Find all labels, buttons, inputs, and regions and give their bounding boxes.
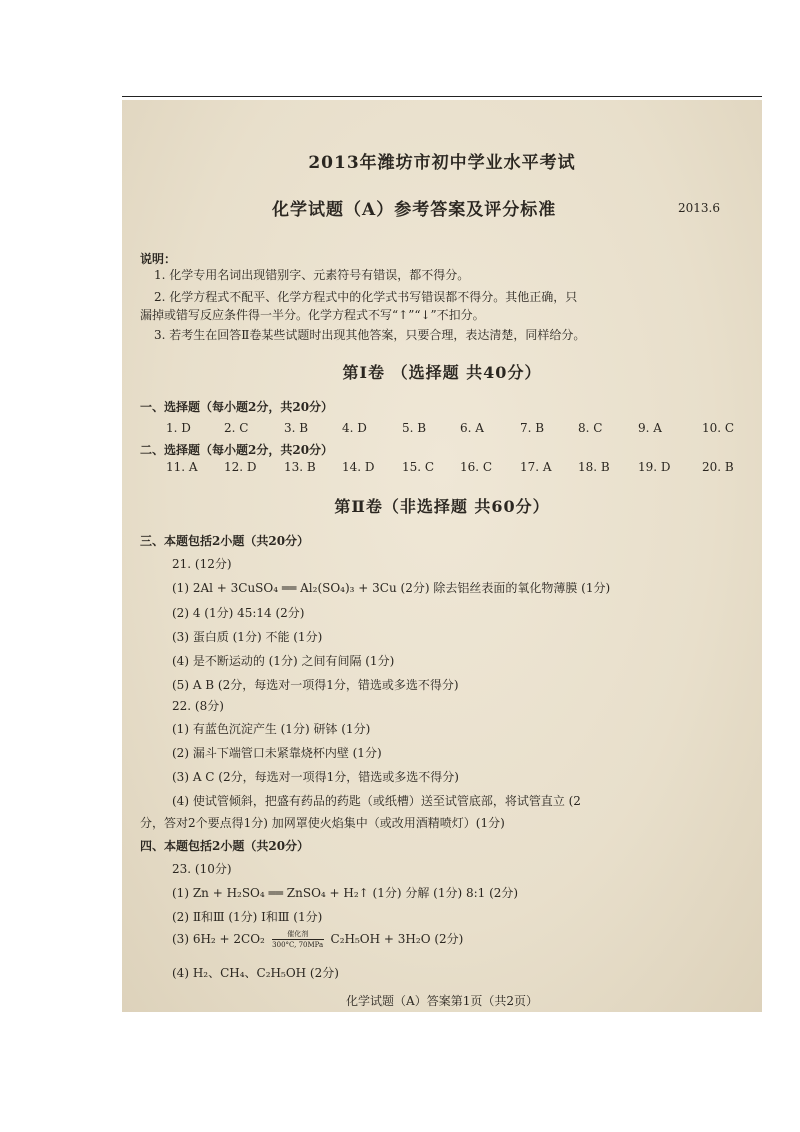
answer-16: 16. C — [460, 460, 493, 474]
answer-18: 18. B — [578, 460, 610, 474]
q22-part4-line2: 分，答对2个要点得1分) 加网罩使火焰集中（或改用酒精喷灯）(1分) — [140, 816, 505, 830]
q21-title: 21. (12分) — [172, 557, 232, 571]
q21-part2: (2) 4 (1分) 45:14 (2分) — [172, 606, 305, 620]
note-2-line-2: 漏掉或错写反应条件得一半分。化学方程式不写“↑”“↓”不扣分。 — [140, 308, 485, 322]
section4-heading: 四、本题包括2小题（共20分） — [140, 839, 310, 853]
condition-temp-pressure: 300°C, 70MPa — [272, 941, 324, 949]
q21-part4: (4) 是不断运动的 (1分) 之间有间隔 (1分) — [172, 654, 395, 668]
q23-part2: (2) Ⅱ和Ⅲ (1分) Ⅰ和Ⅲ (1分) — [172, 910, 323, 924]
answer-4: 4. D — [342, 421, 367, 435]
reaction-arrow — [272, 939, 324, 940]
answer-19: 19. D — [638, 460, 671, 474]
q22-title: 22. (8分) — [172, 699, 224, 713]
top-rule — [122, 96, 762, 97]
q21-part3: (3) 蛋白质 (1分) 不能 (1分) — [172, 630, 323, 644]
q21-part1: (1) 2Al + 3CuSO₄ ══ Al₂(SO₄)₃ + 3Cu (2分) 除去铝丝表面的氧化物薄膜 (1分) — [172, 581, 611, 595]
q23-part3-reactants: (3) 6H₂ + 2CO₂ — [172, 932, 265, 946]
answer-key-title: 化学试题（A）参考答案及评分标准 — [272, 200, 557, 220]
note-1: 1. 化学专用名词出现错别字、元素符号有错误，都不得分。 — [154, 268, 470, 282]
part2-heading: 第Ⅱ卷（非选择题 共60分） — [334, 497, 550, 516]
answer-2: 2. C — [224, 421, 249, 435]
answer-5: 5. B — [402, 421, 427, 435]
part1-heading: 第Ⅰ卷 （选择题 共40分） — [342, 363, 542, 382]
section2-answers — [166, 460, 746, 476]
answer-8: 8. C — [578, 421, 603, 435]
reaction-condition — [272, 930, 324, 949]
exam-date: 2013.6 — [678, 201, 720, 215]
answer-10: 10. C — [702, 421, 735, 435]
answer-12: 12. D — [224, 460, 257, 474]
condition-catalyst: 催化剂 — [287, 930, 309, 938]
section1-answers — [166, 421, 746, 437]
q23-part3 — [172, 930, 463, 949]
answer-14: 14. D — [342, 460, 375, 474]
section3-heading: 三、本题包括2小题（共20分） — [140, 534, 310, 548]
q22-part2: (2) 漏斗下端管口未紧靠烧杯内壁 (1分) — [172, 746, 382, 760]
scanned-answer-sheet — [122, 100, 762, 1012]
notes-label: 说明： — [140, 252, 177, 266]
answer-7: 7. B — [520, 421, 545, 435]
answer-1: 1. D — [166, 421, 191, 435]
q23-part3-products: C₂H₅OH + 3H₂O (2分) — [330, 932, 464, 946]
note-3: 3. 若考生在回答Ⅱ卷某些试题时出现其他答案，只要合理，表达清楚，同样给分。 — [154, 328, 586, 342]
q23-title: 23. (10分) — [172, 862, 232, 876]
answer-9: 9. A — [638, 421, 662, 435]
page-footer: 化学试题（A）答案第1页（共2页） — [346, 994, 538, 1008]
q23-part1: (1) Zn + H₂SO₄ ══ ZnSO₄ + H₂↑ (1分) 分解 (1分) 8:1 (2分) — [172, 886, 519, 900]
answer-17: 17. A — [520, 460, 552, 474]
answer-3: 3. B — [284, 421, 309, 435]
q22-part3: (3) A C (2分，每选对一项得1分，错选或多选不得分) — [172, 770, 459, 784]
section2-heading: 二、选择题（每小题2分，共20分） — [140, 443, 334, 457]
answer-11: 11. A — [166, 460, 198, 474]
q21-part5: (5) A B (2分，每选对一项得1分，错选或多选不得分) — [172, 678, 459, 692]
answer-15: 15. C — [402, 460, 435, 474]
note-2-line-1: 2. 化学方程式不配平、化学方程式中的化学式书写错误都不得分。其他正确，只 — [154, 290, 578, 304]
q23-part4: (4) H₂、CH₄、C₂H₅OH (2分) — [172, 966, 339, 980]
q22-part1: (1) 有蓝色沉淀产生 (1分) 研钵 (1分) — [172, 722, 371, 736]
q22-part4-line1: (4) 使试管倾斜，把盛有药品的药匙（或纸槽）送至试管底部，将试管直立 (2 — [172, 794, 581, 808]
answer-6: 6. A — [460, 421, 484, 435]
answer-13: 13. B — [284, 460, 316, 474]
exam-title: 2013年潍坊市初中学业水平考试 — [308, 153, 576, 173]
section1-heading: 一、选择题（每小题2分，共20分） — [140, 400, 334, 414]
answer-20: 20. B — [702, 460, 734, 474]
